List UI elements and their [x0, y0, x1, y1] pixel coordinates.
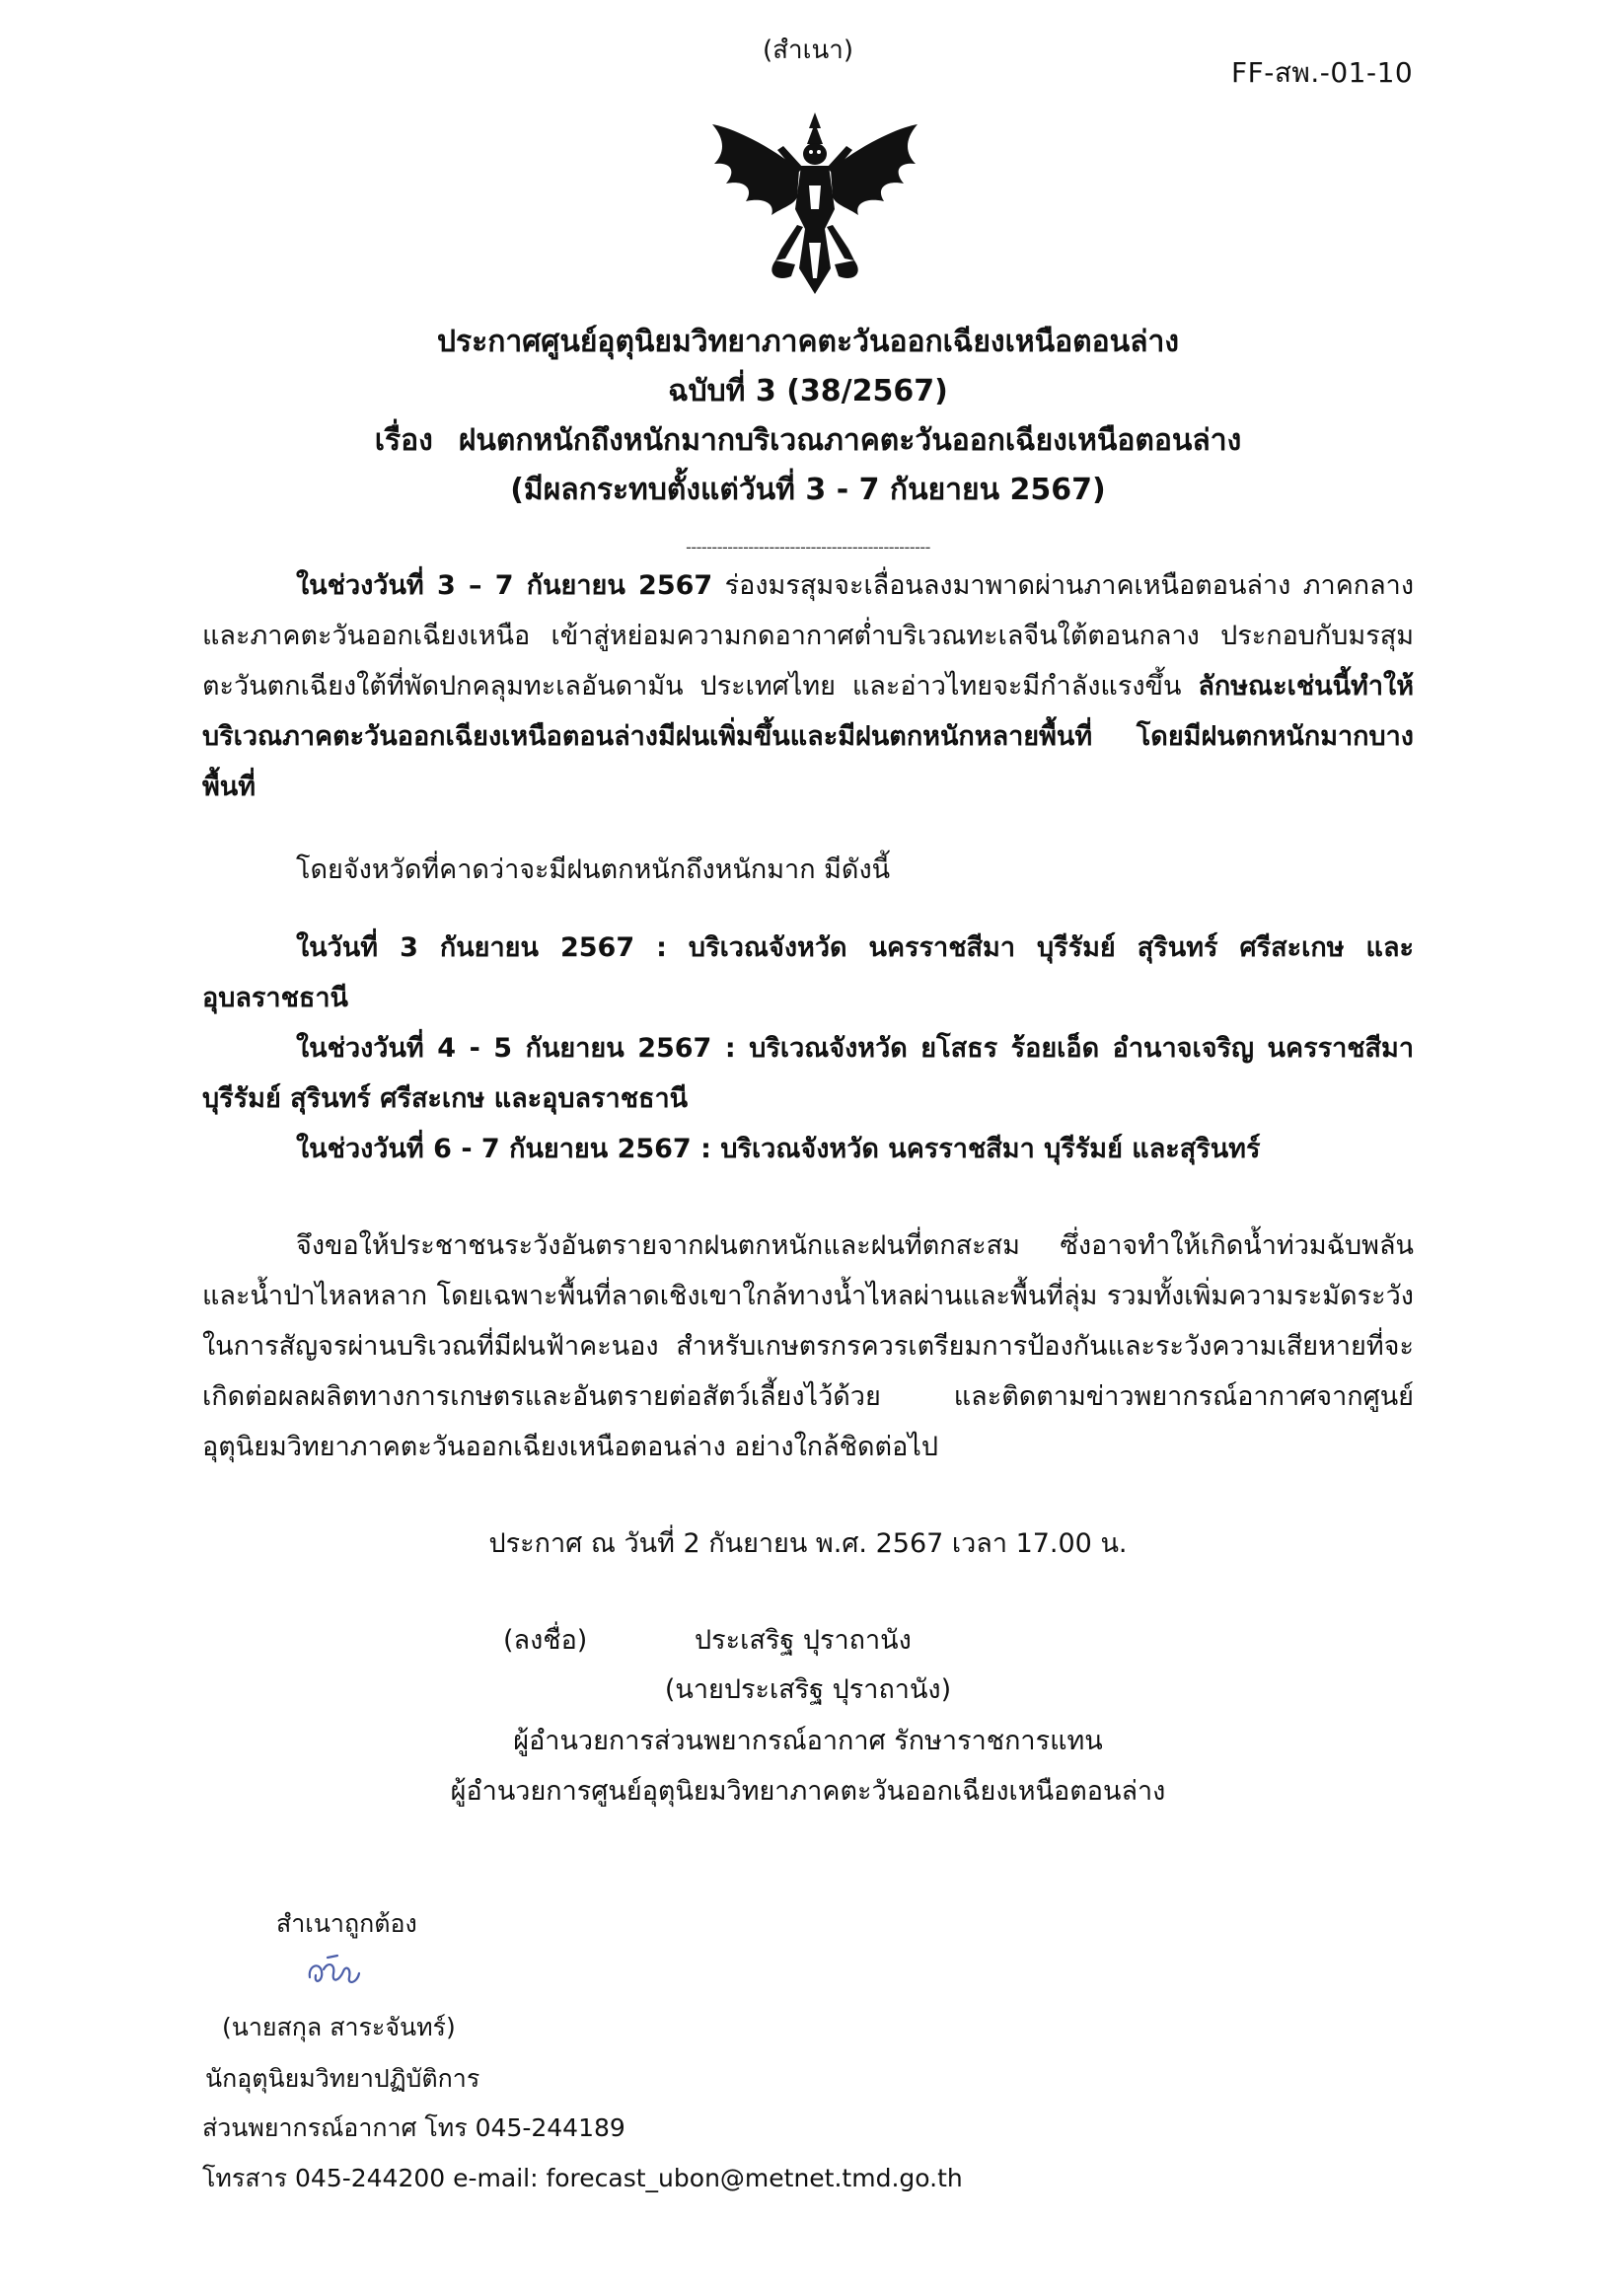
issue-number: ฉบับที่ 3 (38/2567) [668, 374, 948, 408]
signer-full-name: (นายประเสริฐ ปุราถานัง) [664, 1674, 952, 1705]
announcement-title: ประกาศศูนย์อุตุนิยมวิทยาภาคตะวันออกเฉียงเหนือตอนล่าง [436, 325, 1180, 359]
situation-period: ในช่วงวันที่ 3 – 7 กันยายน 2567 [296, 570, 713, 601]
forecast-item: ในช่วงวันที่ 6 - 7 กันยายน 2567 : บริเวณจังหวัด นครราชสีมา บุรีรัมย์ และสุรินทร์ [296, 1134, 1261, 1164]
certifier-position: นักอุตุนิยมวิทยาปฏิบัติการ [205, 2064, 480, 2093]
announcement-date: ประกาศ ณ วันที่ 2 กันยายน พ.ศ. 2567 เวลา 17.00 น. [488, 1528, 1128, 1559]
copy-label: (สำเนา) [762, 36, 853, 65]
signer-position-acting: ผู้อำนวยการศูนย์อุตุนิยมวิทยาภาคตะวันออกเฉียงเหนือตอนล่าง [450, 1776, 1166, 1807]
forecast-item: ในช่วงวันที่ 4 - 5 กันยายน 2567 : บริเวณจังหวัด ยโสธร ร้อยเอ็ด อำนาจเจริญ นครราชสีมา บุรีรัมย์ สุรินทร์ ศรีสะเกษ และอุบลราชธานี [202, 1033, 1414, 1114]
subject-text: ฝนตกหนักถึงหนักมากบริเวณภาคตะวันออกเฉียงเหนือตอนล่าง [458, 423, 1242, 458]
certifier-signature [304, 1952, 363, 1993]
garuda-emblem [706, 111, 923, 298]
sign-label: (ลงชื่อ) [503, 1625, 588, 1656]
paragraph-provinces-intro: โดยจังหวัดที่คาดว่าจะมีฝนตกหนักถึงหนักมาก มีดังนี้ [296, 854, 891, 885]
paragraph-warning: จึงขอให้ประชาชนระวังอันตรายจากฝนตกหนักและฝนที่ตกสะสม ซึ่งอาจทำให้เกิดน้ำท่วมฉับพลันและน้ำป่าไหลหลาก โดยเฉพาะพื้นที่ลาดเชิงเขาใกล้ทางน้ำไหลผ่านและพื้นที่ลุ่ม รวมทั้งเพิ่มความระมัดระวังในการสัญจรผ่านบริเวณที่มีฝนฟ้าคะนอง สำหรับเกษตรกรควรเตรียมการป้องกันและระวังความเสียหายที่จะเกิดต่อผลผลิตทางการเกษตรและอันตรายต่อสัตว์เลี้ยงไว้ด้วย และติดตามข่าวพยากรณ์อากาศจากศูนย์อุตุนิยมวิทยาภาคตะวันออกเฉียงเหนือตอนล่าง อย่างใกล้ชิดต่อไป [202, 1230, 1414, 1462]
signer-position: ผู้อำนวยการส่วนพยากรณ์อากาศ รักษาราชการแทน [513, 1726, 1103, 1756]
subject-line [0, 416, 1616, 466]
forecast-list [202, 923, 1414, 1174]
certifier-fax-email: โทรสาร 045-244200 e-mail: forecast_ubon@metnet.tmd.go.th [202, 2164, 963, 2192]
effective-period: (มีผลกระทบตั้งแต่วันที่ 3 - 7 กันยายน 2567) [510, 473, 1106, 507]
situation-impact: ลักษณะเช่นนี้ทำให้บริเวณภาคตะวันออกเฉียงเหนือตอนล่างมีฝนเพิ่มขึ้นและมีฝนตกหนักหลายพื้นที่ โดยมีฝนตกหนักมากบางพื้นที่ [202, 671, 1414, 802]
paragraph-situation [202, 560, 1414, 812]
form-code: FF-สพ.-01-10 [1231, 56, 1414, 89]
certifier-name: (นายสกุล สาระจันทร์) [222, 2013, 456, 2041]
situation-text: ร่องมรสุมจะเลื่อนลงมาพาดผ่านภาคเหนือตอนล่าง ภาคกลาง และภาคตะวันออกเฉียงเหนือ เข้าสู่หย่อมความกดอากาศต่ำบริเวณทะเลจีนใต้ตอนกลาง ประกอบกับมรสุมตะวันตกเฉียงใต้ที่พัดปกคลุมทะเลอันดามัน ประเทศไทย และอ่าวไทยจะมีกำลังแรงขึ้น [202, 570, 1415, 702]
certified-copy-label: สำเนาถูกต้อง [276, 1909, 417, 1938]
forecast-item: ในวันที่ 3 กันยายน 2567 : บริเวณจังหวัด นครราชสีมา บุรีรัมย์ สุรินทร์ ศรีสะเกษ และอุบลราชธานี [202, 932, 1414, 1013]
separator-rule: ----------------------------------------------- [686, 538, 930, 556]
announcement-title-block [0, 318, 1616, 515]
signer-name: ประเสริฐ ปุราถานัง [695, 1625, 912, 1656]
certifier-department-phone: ส่วนพยากรณ์อากาศ โทร 045-244189 [202, 2113, 625, 2142]
subject-label: เรื่อง [374, 423, 433, 458]
